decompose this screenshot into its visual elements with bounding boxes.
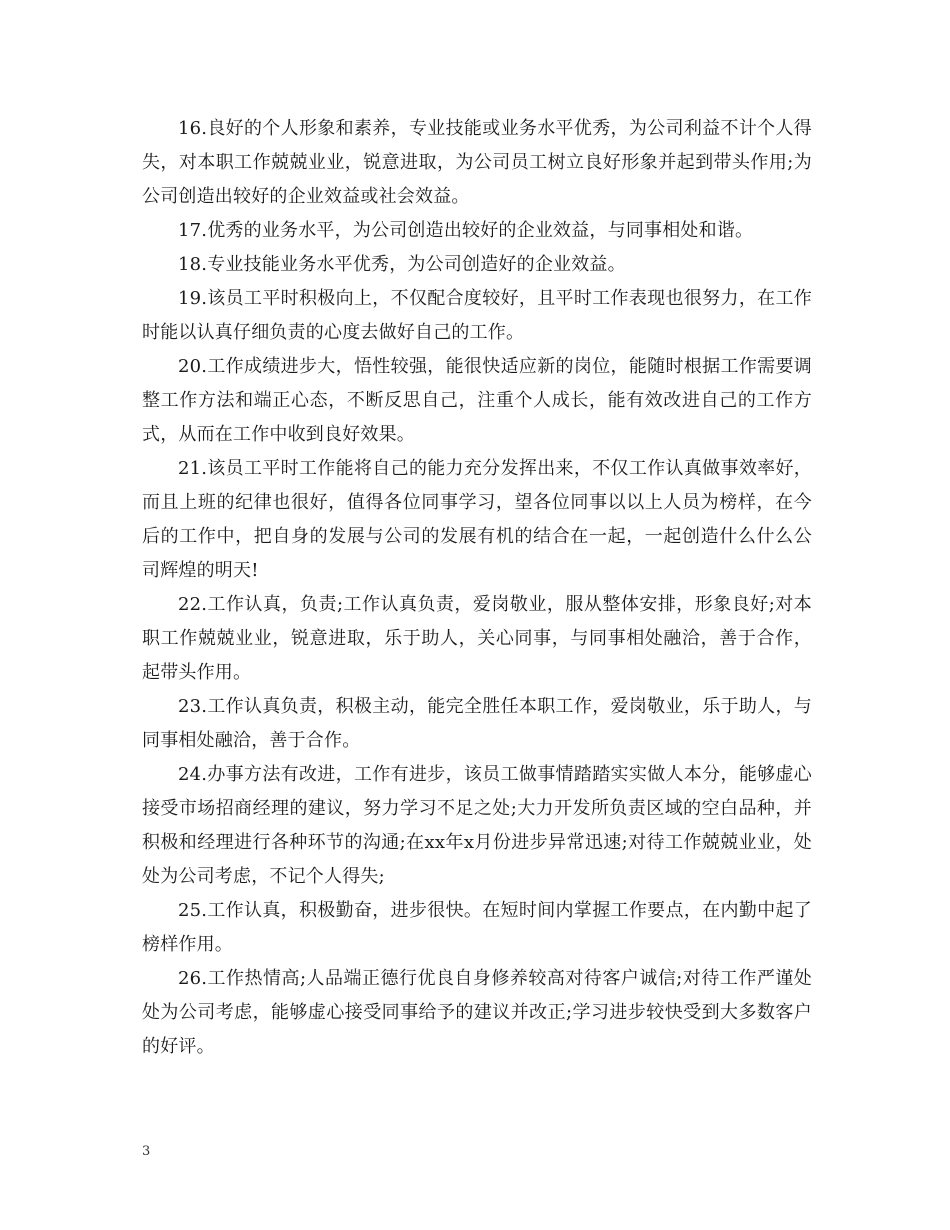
- paragraph-23: 23.工作认真负责，积极主动，能完全胜任本职工作，爱岗敬业，乐于助人，与同事相处融洽，善于合作。: [142, 696, 812, 751]
- paragraph-26: 26.工作热情高;人品端正德行优良自身修养较高对待客户诚信;对待工作严谨处处为公司考虑，能够虚心接受同事给予的建议并改正;学习进步较快受到大多数客户的好评。: [142, 968, 812, 1057]
- paragraph-20: 20.工作成绩进步大，悟性较强，能很快适应新的岗位，能随时根据工作需要调整工作方法和端正心态，不断反思自己，注重个人成长，能有效改进自己的工作方式，从而在工作中收到良好效果。: [142, 356, 812, 445]
- paragraph-25: 25.工作认真，积极勤奋，进步很快。在短时间内掌握工作要点，在内勤中起了榜样作用。: [142, 900, 812, 955]
- paragraph-19: 19.该员工平时积极向上，不仅配合度较好，且平时工作表现也很努力，在工作时能以认真仔细负责的心度去做好自己的工作。: [142, 288, 812, 343]
- paragraph-21: 21.该员工平时工作能将自己的能力充分发挥出来，不仅工作认真做事效率好，而且上班的纪律也很好，值得各位同事学习，望各位同事以以上人员为榜样，在今后的工作中，把自身的发展与公司的发展有机的结合在一起，一起创造什么什么公司辉煌的明天!: [142, 458, 812, 581]
- page-number: 3: [142, 1144, 151, 1159]
- paragraph-22: 22.工作认真，负责;工作认真负责，爱岗敬业，服从整体安排，形象良好;对本职工作兢兢业业，锐意进取，乐于助人，关心同事，与同事相处融洽，善于合作，起带头作用。: [142, 594, 812, 683]
- paragraph-18: 18.专业技能业务水平优秀，为公司创造好的企业效益。: [178, 254, 626, 275]
- paragraph-24: 24.办事方法有改进，工作有进步，该员工做事情踏踏实实做人本分，能够虚心接受市场招商经理的建议，努力学习不足之处;大力开发所负责区域的空白品种，并积极和经理进行各种环节的沟通;在xx年x月份进步异常迅速;对待工作兢兢业业，处处为公司考虑，不记个人得失;: [142, 764, 812, 887]
- document-body: [142, 112, 812, 1064]
- paragraph-17: 17.优秀的业务水平，为公司创造出较好的企业效益，与同事相处和谐。: [178, 220, 754, 241]
- paragraph-16: 16.良好的个人形象和素养，专业技能或业务水平优秀，为公司利益不计个人得失，对本职工作兢兢业业，锐意进取，为公司员工树立良好形象并起到带头作用;为公司创造出较好的企业效益或社会效益。: [142, 118, 812, 207]
